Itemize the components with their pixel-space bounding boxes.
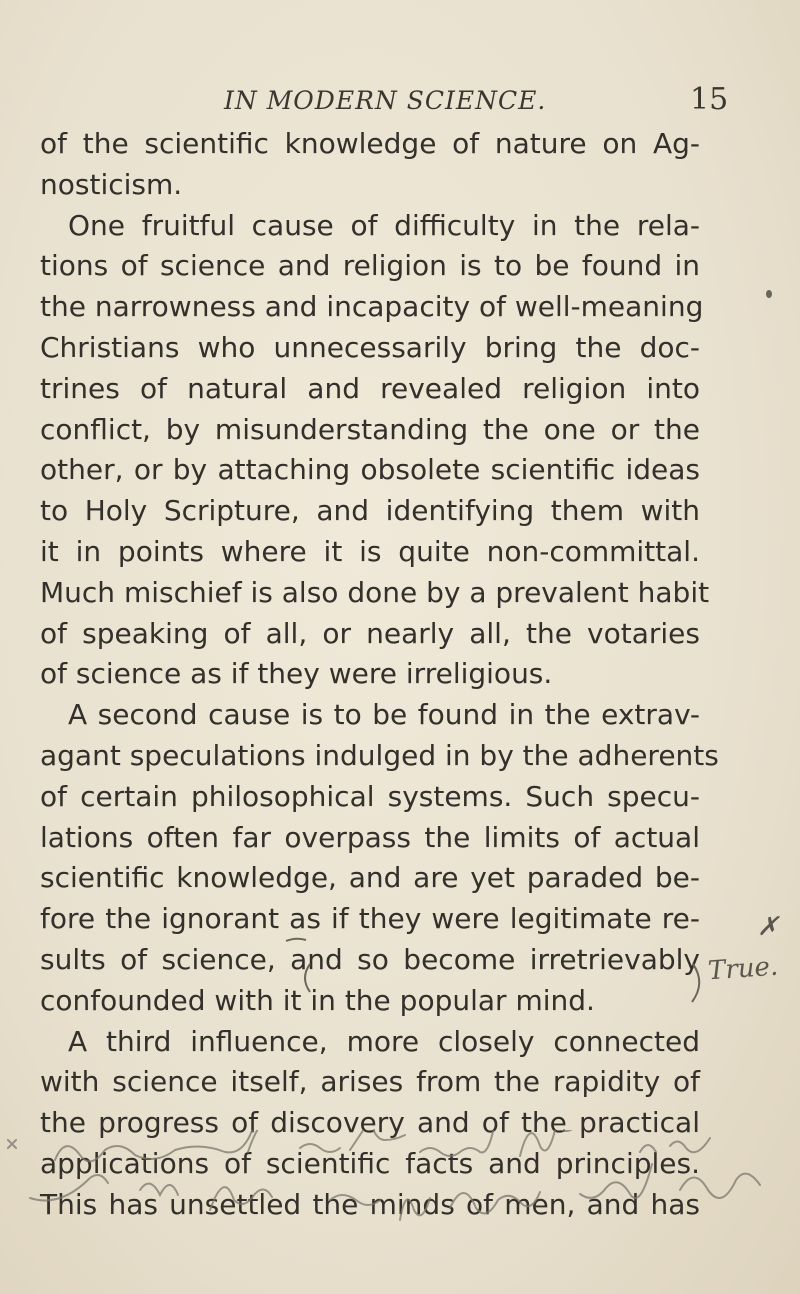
margin-cross-mark: ✗	[757, 912, 779, 942]
page-number: 15	[690, 82, 729, 117]
text-line: with science itself, arises from the rapidity of	[40, 1065, 700, 1099]
text-line: Much mischief is also done by a prevalent habit	[40, 575, 710, 609]
text-line: sults of science, and so become irretrievably	[40, 942, 700, 976]
text-line: the progress of discovery and of the practical	[40, 1106, 700, 1140]
text-line: the narrowness and incapacity of well-meaning	[40, 290, 704, 324]
text-line: confounded with it in the popular mind.	[40, 983, 595, 1017]
pencil-underline	[286, 939, 306, 941]
text-line: scientific knowledge, and are yet paraded be-	[40, 861, 700, 895]
text-line: One fruitful cause of difficulty in the rela-	[68, 208, 700, 242]
text-line: of speaking of all, or nearly all, the votaries	[40, 616, 700, 650]
text-line: fore the ignorant as if they were legitimate re-	[40, 902, 700, 936]
text-line: it in points where it is quite non-committal.	[40, 534, 700, 568]
text-line: other, or by attaching obsolete scientific ideas	[40, 453, 700, 487]
text-line: to Holy Scripture, and identifying them with	[40, 494, 700, 528]
text-line: This has unsettled the minds of men, and has	[40, 1187, 700, 1221]
text-line: of the scientific knowledge of nature on Ag-	[40, 127, 700, 160]
text-line: lations often far overpass the limits of actual	[40, 820, 700, 854]
text-line: applications of scientific facts and principles.	[40, 1146, 700, 1180]
text-line: A third influence, more closely connected	[68, 1024, 700, 1058]
text-line: agant speculations indulged in by the adherents	[40, 738, 719, 772]
text-line: nosticism.	[40, 167, 183, 201]
text-line: trines of natural and revealed religion into	[40, 371, 700, 405]
text-line: of science as if they were irreligious.	[40, 657, 553, 691]
text-line: conflict, by misunderstanding the one or the	[40, 412, 700, 446]
text-line: of certain philosophical systems. Such specu-	[40, 779, 700, 813]
pencil-bracket-close	[692, 964, 699, 1002]
text-line: tions of science and religion is to be found in	[40, 249, 700, 283]
running-head: IN MODERN SCIENCE.	[224, 86, 547, 115]
margin-dot	[766, 290, 772, 298]
text-line: Christians who unnecessarily bring the doc-	[40, 330, 700, 364]
handwritten-scrawl	[0, 1130, 800, 1290]
pencil-bracket-open	[305, 964, 310, 992]
text-line: A second cause is to be found in the extrav-	[68, 698, 700, 732]
margin-note: True.	[707, 951, 780, 987]
